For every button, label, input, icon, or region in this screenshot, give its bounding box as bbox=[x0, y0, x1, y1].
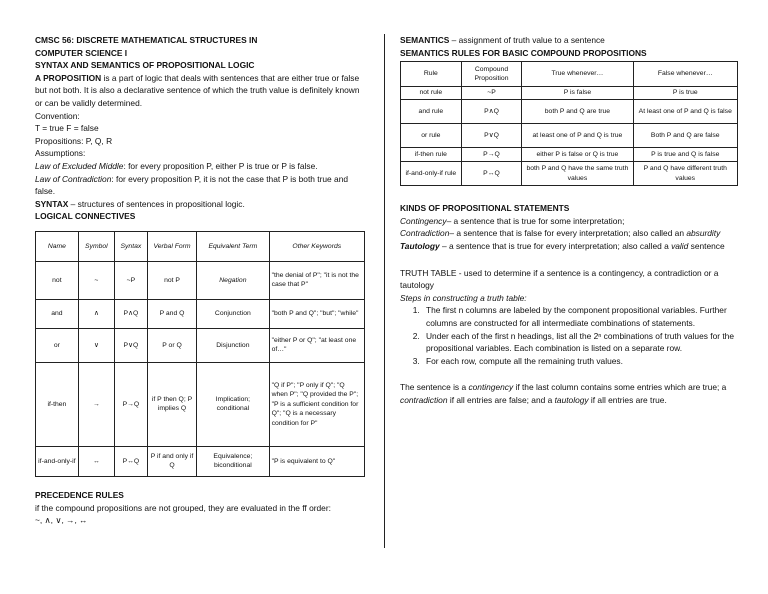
kinds-heading: KINDS OF PROPOSITIONAL STATEMENTS bbox=[400, 203, 570, 214]
column-divider bbox=[384, 34, 385, 548]
left-column bbox=[35, 34, 365, 527]
column-header: True whenever… bbox=[522, 62, 633, 87]
column-header: Name bbox=[36, 231, 79, 261]
column-header: False whenever… bbox=[633, 62, 737, 87]
course-title: CMSC 56: DISCRETE MATHEMATICAL STRUCTURES IN bbox=[35, 35, 258, 45]
column-header: Equivalent Term bbox=[197, 231, 269, 261]
semantics-definition: SEMANTICS – assignment of truth value to a sentence bbox=[400, 35, 605, 45]
column-header: Compound Proposition bbox=[461, 62, 522, 87]
law-excluded-middle: Law of Excluded Middle: for every proposition P, either P is true or P is false. bbox=[35, 160, 318, 171]
syntax-definition: SYNTAX – structures of sentences in propositional logic. bbox=[35, 198, 245, 209]
table-row: if-then → P→Q if P then Q; P implies Q Implication; conditional "Q if P"; "P only if Q"; "Q when P"; "Q provided the P"; "P is a sufficient condition for Q"; "Q is a necessary condition for P" bbox=[36, 362, 365, 446]
list-item: 2. Under each of the first n headings, list all the 2ⁿ combinations of truth values for the propositional variables. Each combination is listed on a separate row. bbox=[422, 330, 738, 355]
semantics-rules-heading: SEMANTICS RULES FOR BASIC COMPOUND PROPOSITIONS bbox=[400, 47, 647, 58]
column-header: Symbol bbox=[78, 231, 114, 261]
column-header: Rule bbox=[401, 62, 462, 87]
precedence-text: if the compound propositions are not grouped, they are evaluated in the ff order: bbox=[35, 502, 331, 513]
convention-label: Convention: bbox=[35, 110, 80, 121]
proposition-term: A PROPOSITION bbox=[35, 72, 102, 83]
table-row: or rule P∨Q at least one of P and Q is true Both P and Q are false bbox=[401, 124, 738, 148]
table-row: or ∨ P∨Q P or Q Disjunction "either P or Q"; "at least one of…" bbox=[36, 328, 365, 362]
section-title: SYNTAX AND SEMANTICS OF PROPOSITIONAL LOGIC bbox=[35, 60, 255, 71]
list-item: 3. For each row, compute all the remaining truth values. bbox=[422, 355, 738, 368]
propositions-line: Propositions: P, Q, R bbox=[35, 135, 113, 146]
contingency-definition: Contingency– a sentence that is true for some interpretation; bbox=[400, 215, 625, 226]
precedence-order: ~, ∧, ∨, →, ↔ bbox=[35, 515, 88, 526]
convention-tf: T = true F = false bbox=[35, 123, 99, 134]
table-row: if-and-only-if ↔ P↔Q P if and only if Q Equivalence; biconditional "P is equivalent to Q" bbox=[36, 446, 365, 476]
truth-table-intro: TRUTH TABLE - used to determine if a sentence is a contingency, a contradiction or a tautology bbox=[400, 267, 719, 291]
connectives-heading: LOGICAL CONNECTIVES bbox=[35, 211, 136, 222]
table-row: and rule P∧Q both P and Q are true At least one of P and Q is false bbox=[401, 100, 738, 124]
truth-table-summary: The sentence is a contingency if the last column contains some entries which are true; a contradiction if all entries are false; and a tautology if all entries are true. bbox=[400, 382, 727, 405]
semantics-table bbox=[400, 61, 738, 186]
law-contradiction: Law of Contradiction: for every proposition P, it is not the case that P is both true and false. bbox=[35, 173, 349, 197]
table-row: if-and-only-if rule P↔Q both P and Q have the same truth values P and Q have different truth values bbox=[401, 162, 738, 186]
table-row: if-then rule P→Q either P is false or Q is true P is true and Q is false bbox=[401, 148, 738, 162]
column-header: Other Keywords bbox=[269, 231, 364, 261]
course-title-cont: COMPUTER SCIENCE I bbox=[35, 47, 128, 58]
tautology-definition: Tautology – a sentence that is true for every interpretation; also called a valid sentence bbox=[400, 240, 725, 251]
list-item: 1. The first n columns are labeled by the component propositional variables. Further columns are constructed for all intermediate combinations of statements. bbox=[422, 304, 738, 329]
connectives-table bbox=[35, 231, 365, 477]
table-row: not ~ ~P not P Negation "the denial of P"; "it is not the case that P" bbox=[36, 261, 365, 299]
assumptions-label: Assumptions: bbox=[35, 148, 86, 159]
table-row: not rule ~P P is false P is true bbox=[401, 87, 738, 100]
steps-list bbox=[400, 304, 738, 367]
table-row: and ∧ P∧Q P and Q Conjunction "both P and Q"; "but"; "while" bbox=[36, 299, 365, 328]
steps-label: Steps in constructing a truth table: bbox=[400, 292, 527, 303]
column-header: Syntax bbox=[114, 231, 147, 261]
column-header: Verbal Form bbox=[147, 231, 196, 261]
precedence-heading: PRECEDENCE RULES bbox=[35, 489, 124, 500]
right-column bbox=[400, 34, 738, 407]
proposition-definition: A PROPOSITION is a part of logic that deals with sentences that are either true or false but not both. It is also a declarative sentence of which the truth value is definitely known or can be validly determined. bbox=[35, 72, 360, 108]
contradiction-definition: Contradiction– a sentence that is false for every interpretation; also called an absurdity bbox=[400, 228, 721, 239]
